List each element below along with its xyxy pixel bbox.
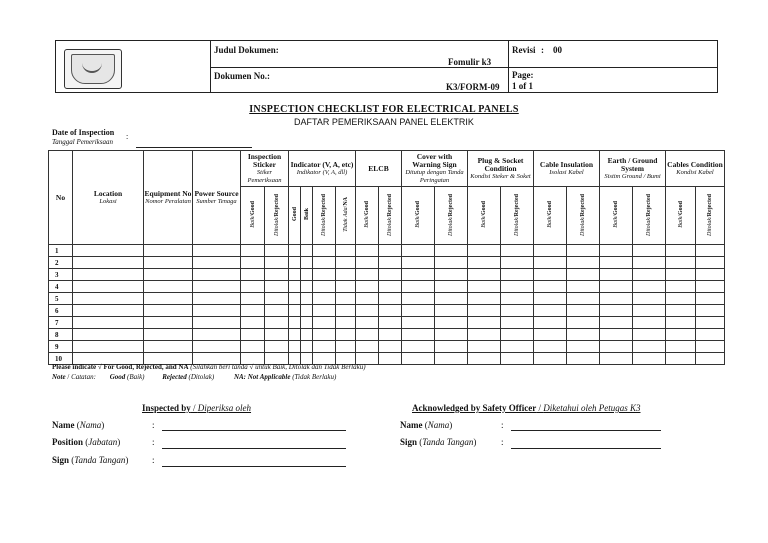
table-cell[interactable] bbox=[501, 305, 534, 317]
table-cell[interactable] bbox=[379, 305, 402, 317]
table-row bbox=[49, 281, 725, 293]
inspector-sign-label: Sign (Tanda Tangan) bbox=[52, 455, 129, 465]
check-elcb-good: Baik/Good bbox=[356, 187, 379, 245]
officer-sign-sep: : bbox=[501, 437, 504, 447]
table-cell[interactable] bbox=[402, 341, 435, 353]
table-cell[interactable] bbox=[534, 353, 567, 365]
table-cell[interactable] bbox=[379, 269, 402, 281]
page-label: Page: bbox=[512, 70, 534, 80]
table-cell[interactable] bbox=[379, 293, 402, 305]
table-cell[interactable] bbox=[696, 257, 725, 269]
table-cell[interactable] bbox=[468, 329, 501, 341]
table-cell[interactable] bbox=[567, 341, 600, 353]
table-cell[interactable] bbox=[265, 257, 289, 269]
table-cell[interactable] bbox=[696, 269, 725, 281]
row-number: 6 bbox=[49, 305, 73, 317]
table-cell[interactable] bbox=[435, 353, 468, 365]
table-cell[interactable] bbox=[289, 245, 301, 257]
table-cell[interactable] bbox=[193, 305, 241, 317]
row-number: 7 bbox=[49, 317, 73, 329]
check-plug-rejected: Ditolak/Rejected bbox=[501, 187, 534, 245]
table-cell[interactable] bbox=[241, 341, 265, 353]
table-cell[interactable] bbox=[600, 245, 633, 257]
table-cell[interactable] bbox=[193, 329, 241, 341]
table-cell[interactable] bbox=[666, 281, 696, 293]
check-insulation-good: Baik/Good bbox=[534, 187, 567, 245]
table-cell[interactable] bbox=[468, 353, 501, 365]
table-cell[interactable] bbox=[313, 257, 336, 269]
table-cell[interactable] bbox=[313, 317, 336, 329]
table-cell[interactable] bbox=[241, 281, 265, 293]
table-cell[interactable] bbox=[600, 329, 633, 341]
table-cell[interactable] bbox=[313, 293, 336, 305]
header-power-source: Power Source Sumber Tenaga bbox=[193, 151, 241, 245]
table-cell[interactable] bbox=[193, 317, 241, 329]
table-cell[interactable] bbox=[468, 245, 501, 257]
table-cell[interactable] bbox=[301, 329, 313, 341]
table-cell[interactable] bbox=[402, 269, 435, 281]
table-cell[interactable] bbox=[534, 293, 567, 305]
table-cell[interactable] bbox=[241, 245, 265, 257]
table-cell[interactable] bbox=[435, 269, 468, 281]
table-cell[interactable] bbox=[402, 245, 435, 257]
table-cell[interactable] bbox=[241, 329, 265, 341]
inspector-name-sep: : bbox=[152, 420, 155, 430]
table-cell[interactable] bbox=[144, 317, 193, 329]
table-cell[interactable] bbox=[336, 329, 356, 341]
table-cell[interactable] bbox=[73, 293, 144, 305]
table-cell[interactable] bbox=[696, 245, 725, 257]
table-cell[interactable] bbox=[73, 341, 144, 353]
date-label: Date of Inspection bbox=[52, 128, 115, 137]
company-logo-icon bbox=[64, 49, 122, 89]
table-cell[interactable] bbox=[696, 293, 725, 305]
table-row bbox=[49, 329, 725, 341]
doc-no-value: K3/FORM-09 bbox=[446, 82, 500, 92]
header-elcb: ELCB bbox=[356, 151, 402, 187]
check-cables-good: Baik/Good bbox=[666, 187, 696, 245]
table-cell[interactable] bbox=[336, 341, 356, 353]
check-plug-good: Baik/Good bbox=[468, 187, 501, 245]
table-row bbox=[49, 341, 725, 353]
check-indicator-good: Good bbox=[289, 187, 301, 245]
officer-name-sep: : bbox=[501, 420, 504, 430]
table-cell[interactable] bbox=[435, 317, 468, 329]
table-cell[interactable] bbox=[567, 305, 600, 317]
table-cell[interactable] bbox=[265, 269, 289, 281]
table-cell[interactable] bbox=[600, 341, 633, 353]
table-cell[interactable] bbox=[534, 245, 567, 257]
table-cell[interactable] bbox=[633, 305, 666, 317]
table-cell[interactable] bbox=[435, 341, 468, 353]
header-cable-insulation: Cable Insulation Isolasi Kabel bbox=[534, 151, 600, 187]
table-cell[interactable] bbox=[666, 257, 696, 269]
officer-sign-label: Sign (Tanda Tangan) bbox=[400, 437, 477, 447]
table-row bbox=[49, 317, 725, 329]
table-cell[interactable] bbox=[193, 293, 241, 305]
check-sticker-rejected: Ditolak/Rejected bbox=[265, 187, 289, 245]
table-cell[interactable] bbox=[336, 245, 356, 257]
table-cell[interactable] bbox=[501, 341, 534, 353]
table-cell[interactable] bbox=[336, 317, 356, 329]
header-earth-ground: Earth / Ground System Sistim Ground / Bumi bbox=[600, 151, 666, 187]
table-cell[interactable] bbox=[336, 305, 356, 317]
table-cell[interactable] bbox=[633, 293, 666, 305]
table-row bbox=[49, 269, 725, 281]
inspector-sign-sep: : bbox=[152, 455, 155, 465]
check-elcb-rejected: Ditolak/Rejected bbox=[379, 187, 402, 245]
table-cell[interactable] bbox=[144, 269, 193, 281]
table-cell[interactable] bbox=[193, 281, 241, 293]
table-cell[interactable] bbox=[313, 269, 336, 281]
table-cell[interactable] bbox=[379, 353, 402, 365]
table-cell[interactable] bbox=[534, 317, 567, 329]
table-cell[interactable] bbox=[193, 341, 241, 353]
doc-no-label: Dokumen No.: bbox=[214, 71, 271, 81]
table-cell[interactable] bbox=[666, 305, 696, 317]
table-cell[interactable] bbox=[356, 341, 379, 353]
table-cell[interactable] bbox=[633, 257, 666, 269]
officer-name-field[interactable] bbox=[511, 430, 661, 431]
table-cell[interactable] bbox=[301, 293, 313, 305]
table-cell[interactable] bbox=[313, 281, 336, 293]
header-inspection-sticker: Inspection Sticker Stiker Pemeriksaan bbox=[241, 151, 289, 187]
date-label-id: Tanggal Pemeriksaan bbox=[52, 138, 113, 146]
table-cell[interactable] bbox=[402, 281, 435, 293]
table-cell[interactable] bbox=[356, 245, 379, 257]
inspector-position-field[interactable] bbox=[162, 448, 346, 449]
table-cell[interactable] bbox=[73, 317, 144, 329]
table-cell[interactable] bbox=[356, 317, 379, 329]
officer-sign-field[interactable] bbox=[511, 448, 661, 449]
table-cell[interactable] bbox=[666, 353, 696, 365]
table-cell[interactable] bbox=[468, 281, 501, 293]
table-cell[interactable] bbox=[696, 353, 725, 365]
table-cell[interactable] bbox=[696, 317, 725, 329]
table-cell[interactable] bbox=[379, 281, 402, 293]
table-cell[interactable] bbox=[379, 317, 402, 329]
table-cell[interactable] bbox=[379, 257, 402, 269]
table-cell[interactable] bbox=[313, 245, 336, 257]
header-cables-condition: Cables Condition Kondisi Kabel bbox=[666, 151, 725, 187]
table-cell[interactable] bbox=[265, 245, 289, 257]
table-cell[interactable] bbox=[144, 341, 193, 353]
table-cell[interactable] bbox=[600, 317, 633, 329]
table-cell[interactable] bbox=[241, 269, 265, 281]
table-cell[interactable] bbox=[666, 293, 696, 305]
table-cell[interactable] bbox=[301, 305, 313, 317]
table-cell[interactable] bbox=[600, 305, 633, 317]
table-cell[interactable] bbox=[313, 341, 336, 353]
revision-value: 00 bbox=[553, 45, 562, 55]
table-cell[interactable] bbox=[193, 245, 241, 257]
table-cell[interactable] bbox=[468, 317, 501, 329]
doc-title-value: Fomulir k3 bbox=[448, 57, 492, 67]
table-cell[interactable] bbox=[534, 269, 567, 281]
table-cell[interactable] bbox=[193, 257, 241, 269]
check-indicator-na: Tidak Ada/NA bbox=[336, 187, 356, 245]
table-cell[interactable] bbox=[336, 293, 356, 305]
instruction-note: Please indicate √ For Good, Rejected, and NA (Silahkan beri tanda √ untuk Baik, Ditolak dan Tidak Berlaku) bbox=[52, 363, 366, 371]
revision-separator: : bbox=[541, 45, 544, 55]
table-cell[interactable] bbox=[468, 341, 501, 353]
table-cell[interactable] bbox=[144, 245, 193, 257]
table-cell[interactable] bbox=[696, 341, 725, 353]
table-cell[interactable] bbox=[468, 305, 501, 317]
table-cell[interactable] bbox=[289, 293, 301, 305]
table-cell[interactable] bbox=[265, 305, 289, 317]
table-cell[interactable] bbox=[600, 269, 633, 281]
table-cell[interactable] bbox=[435, 257, 468, 269]
table-cell[interactable] bbox=[336, 257, 356, 269]
row-number: 4 bbox=[49, 281, 73, 293]
table-cell[interactable] bbox=[402, 257, 435, 269]
table-cell[interactable] bbox=[265, 341, 289, 353]
table-cell[interactable] bbox=[600, 257, 633, 269]
table-cell[interactable] bbox=[144, 305, 193, 317]
inspection-table bbox=[48, 150, 725, 365]
table-cell[interactable] bbox=[501, 245, 534, 257]
table-cell[interactable] bbox=[73, 305, 144, 317]
check-sticker-good: Baik/Good bbox=[241, 187, 265, 245]
table-cell[interactable] bbox=[600, 293, 633, 305]
table-cell[interactable] bbox=[265, 317, 289, 329]
table-cell[interactable] bbox=[666, 341, 696, 353]
table-cell[interactable] bbox=[435, 245, 468, 257]
table-cell[interactable] bbox=[402, 317, 435, 329]
check-insulation-rejected: Ditolak/Rejected bbox=[567, 187, 600, 245]
table-cell[interactable] bbox=[567, 317, 600, 329]
table-cell[interactable] bbox=[435, 281, 468, 293]
table-cell[interactable] bbox=[534, 281, 567, 293]
table-cell[interactable] bbox=[402, 293, 435, 305]
table-cell[interactable] bbox=[241, 293, 265, 305]
table-cell[interactable] bbox=[73, 245, 144, 257]
date-separator: : bbox=[126, 132, 129, 141]
check-earth-rejected: Ditolak/Rejected bbox=[633, 187, 666, 245]
row-number: 1 bbox=[49, 245, 73, 257]
table-cell[interactable] bbox=[356, 305, 379, 317]
table-cell[interactable] bbox=[241, 317, 265, 329]
table-cell[interactable] bbox=[633, 353, 666, 365]
table-cell[interactable] bbox=[696, 329, 725, 341]
table-cell[interactable] bbox=[666, 317, 696, 329]
table-cell[interactable] bbox=[265, 329, 289, 341]
table-cell[interactable] bbox=[501, 317, 534, 329]
table-cell[interactable] bbox=[193, 269, 241, 281]
check-indicator-baik: Baik bbox=[301, 187, 313, 245]
row-number: 3 bbox=[49, 269, 73, 281]
table-cell[interactable] bbox=[241, 305, 265, 317]
inspector-sign-field[interactable] bbox=[162, 466, 346, 467]
table-cell[interactable] bbox=[289, 281, 301, 293]
table-cell[interactable] bbox=[379, 329, 402, 341]
table-cell[interactable] bbox=[468, 269, 501, 281]
table-cell[interactable] bbox=[435, 305, 468, 317]
table-cell[interactable] bbox=[289, 341, 301, 353]
table-cell[interactable] bbox=[379, 245, 402, 257]
table-cell[interactable] bbox=[501, 329, 534, 341]
table-cell[interactable] bbox=[356, 269, 379, 281]
doc-title-label: Judul Dokumen: bbox=[214, 45, 279, 55]
table-cell[interactable] bbox=[356, 281, 379, 293]
table-row bbox=[49, 305, 725, 317]
page-value: 1 of 1 bbox=[512, 81, 533, 91]
table-cell[interactable] bbox=[289, 257, 301, 269]
officer-name-label: Name (Nama) bbox=[400, 420, 453, 430]
form-subtitle: DAFTAR PEMERIKSAAN PANEL ELEKTRIK bbox=[294, 117, 474, 127]
table-cell[interactable] bbox=[301, 245, 313, 257]
date-field[interactable] bbox=[136, 147, 252, 148]
header-equipment: Equipment No Nomor Peralatan bbox=[144, 151, 193, 245]
table-cell[interactable] bbox=[356, 257, 379, 269]
inspected-by-heading: Inspected by / Diperiksa oleh bbox=[142, 403, 252, 413]
table-cell[interactable] bbox=[567, 269, 600, 281]
table-row bbox=[49, 245, 725, 257]
table-cell[interactable] bbox=[313, 305, 336, 317]
form-title: INSPECTION CHECKLIST FOR ELECTRICAL PANELS bbox=[249, 104, 519, 115]
table-cell[interactable] bbox=[666, 245, 696, 257]
table-cell[interactable] bbox=[633, 317, 666, 329]
table-cell[interactable] bbox=[73, 257, 144, 269]
table-cell[interactable] bbox=[301, 317, 313, 329]
header-indicator: Indicator (V, A, etc) Indikator (V, A, dll) bbox=[289, 151, 356, 187]
table-cell[interactable] bbox=[301, 269, 313, 281]
table-cell[interactable] bbox=[144, 293, 193, 305]
table-cell[interactable] bbox=[301, 257, 313, 269]
table-cell[interactable] bbox=[435, 329, 468, 341]
table-cell[interactable] bbox=[336, 269, 356, 281]
inspector-position-label: Position (Jabatan) bbox=[52, 437, 121, 447]
table-cell[interactable] bbox=[567, 293, 600, 305]
table-cell[interactable] bbox=[501, 281, 534, 293]
row-number: 8 bbox=[49, 329, 73, 341]
table-cell[interactable] bbox=[402, 305, 435, 317]
inspector-name-field[interactable] bbox=[162, 430, 346, 431]
table-cell[interactable] bbox=[73, 329, 144, 341]
table-row bbox=[49, 293, 725, 305]
table-cell[interactable] bbox=[144, 281, 193, 293]
row-number: 9 bbox=[49, 341, 73, 353]
table-cell[interactable] bbox=[633, 245, 666, 257]
table-cell[interactable] bbox=[534, 257, 567, 269]
table-cell[interactable] bbox=[468, 293, 501, 305]
table-cell[interactable] bbox=[336, 281, 356, 293]
table-cell[interactable] bbox=[633, 329, 666, 341]
header-cover-warning: Cover with Warning Sign Ditutup dengan Tanda Peringatan bbox=[402, 151, 468, 187]
table-cell[interactable] bbox=[567, 245, 600, 257]
check-cables-rejected: Ditolak/Rejected bbox=[696, 187, 725, 245]
table-cell[interactable] bbox=[468, 257, 501, 269]
table-cell[interactable] bbox=[633, 281, 666, 293]
table-row bbox=[49, 257, 725, 269]
acknowledged-by-heading: Acknowledged by Safety Officer / Diketahui oleh Petugas K3 bbox=[412, 403, 641, 413]
table-cell[interactable] bbox=[265, 293, 289, 305]
table-cell[interactable] bbox=[241, 257, 265, 269]
table-cell[interactable] bbox=[600, 353, 633, 365]
table-cell[interactable] bbox=[666, 269, 696, 281]
table-cell[interactable] bbox=[501, 293, 534, 305]
row-number: 10 bbox=[49, 353, 73, 365]
table-body bbox=[49, 245, 725, 365]
header-plug-socket: Plug & Socket Condition Kondisi Steker & Soket bbox=[468, 151, 534, 187]
inspector-position-sep: : bbox=[152, 437, 155, 447]
table-cell[interactable] bbox=[534, 305, 567, 317]
table-cell[interactable] bbox=[73, 281, 144, 293]
document-header bbox=[55, 40, 718, 93]
table-cell[interactable] bbox=[666, 329, 696, 341]
table-cell[interactable] bbox=[600, 281, 633, 293]
table-cell[interactable] bbox=[289, 305, 301, 317]
revision-label: Revisi bbox=[512, 45, 536, 55]
check-cover-good: Baik/Good bbox=[402, 187, 435, 245]
table-cell[interactable] bbox=[435, 293, 468, 305]
table-cell[interactable] bbox=[501, 353, 534, 365]
table-cell[interactable] bbox=[144, 329, 193, 341]
table-cell[interactable] bbox=[289, 329, 301, 341]
table-cell[interactable] bbox=[567, 353, 600, 365]
table-cell[interactable] bbox=[289, 269, 301, 281]
table-cell[interactable] bbox=[356, 329, 379, 341]
check-earth-good: Baik/Good bbox=[600, 187, 633, 245]
table-cell[interactable] bbox=[265, 281, 289, 293]
table-cell[interactable] bbox=[501, 269, 534, 281]
table-cell[interactable] bbox=[567, 281, 600, 293]
header-location: Location Lokasi bbox=[73, 151, 144, 245]
check-indicator-rejected: Ditolak/Rejected bbox=[313, 187, 336, 245]
check-cover-rejected: Ditolak/Rejected bbox=[435, 187, 468, 245]
row-number: 5 bbox=[49, 293, 73, 305]
table-cell[interactable] bbox=[567, 329, 600, 341]
table-cell[interactable] bbox=[567, 257, 600, 269]
legend-note: Note / Catatan: Good (Baik) Rejected (Ditolak) NA: Not Applicable (Tidak Berlaku) bbox=[52, 373, 337, 381]
table-cell[interactable] bbox=[402, 353, 435, 365]
table-cell[interactable] bbox=[356, 293, 379, 305]
inspector-name-label: Name (Nama) bbox=[52, 420, 105, 430]
table-cell[interactable] bbox=[313, 329, 336, 341]
table-cell[interactable] bbox=[696, 305, 725, 317]
row-number: 2 bbox=[49, 257, 73, 269]
table-cell[interactable] bbox=[534, 329, 567, 341]
table-cell[interactable] bbox=[633, 341, 666, 353]
table-cell[interactable] bbox=[534, 341, 567, 353]
table-cell[interactable] bbox=[696, 281, 725, 293]
table-cell[interactable] bbox=[301, 341, 313, 353]
table-cell[interactable] bbox=[402, 329, 435, 341]
table-cell[interactable] bbox=[379, 341, 402, 353]
table-cell[interactable] bbox=[289, 317, 301, 329]
header-no: No bbox=[49, 151, 73, 245]
table-cell[interactable] bbox=[501, 257, 534, 269]
table-cell[interactable] bbox=[144, 257, 193, 269]
table-cell[interactable] bbox=[73, 269, 144, 281]
table-cell[interactable] bbox=[301, 281, 313, 293]
table-cell[interactable] bbox=[633, 269, 666, 281]
